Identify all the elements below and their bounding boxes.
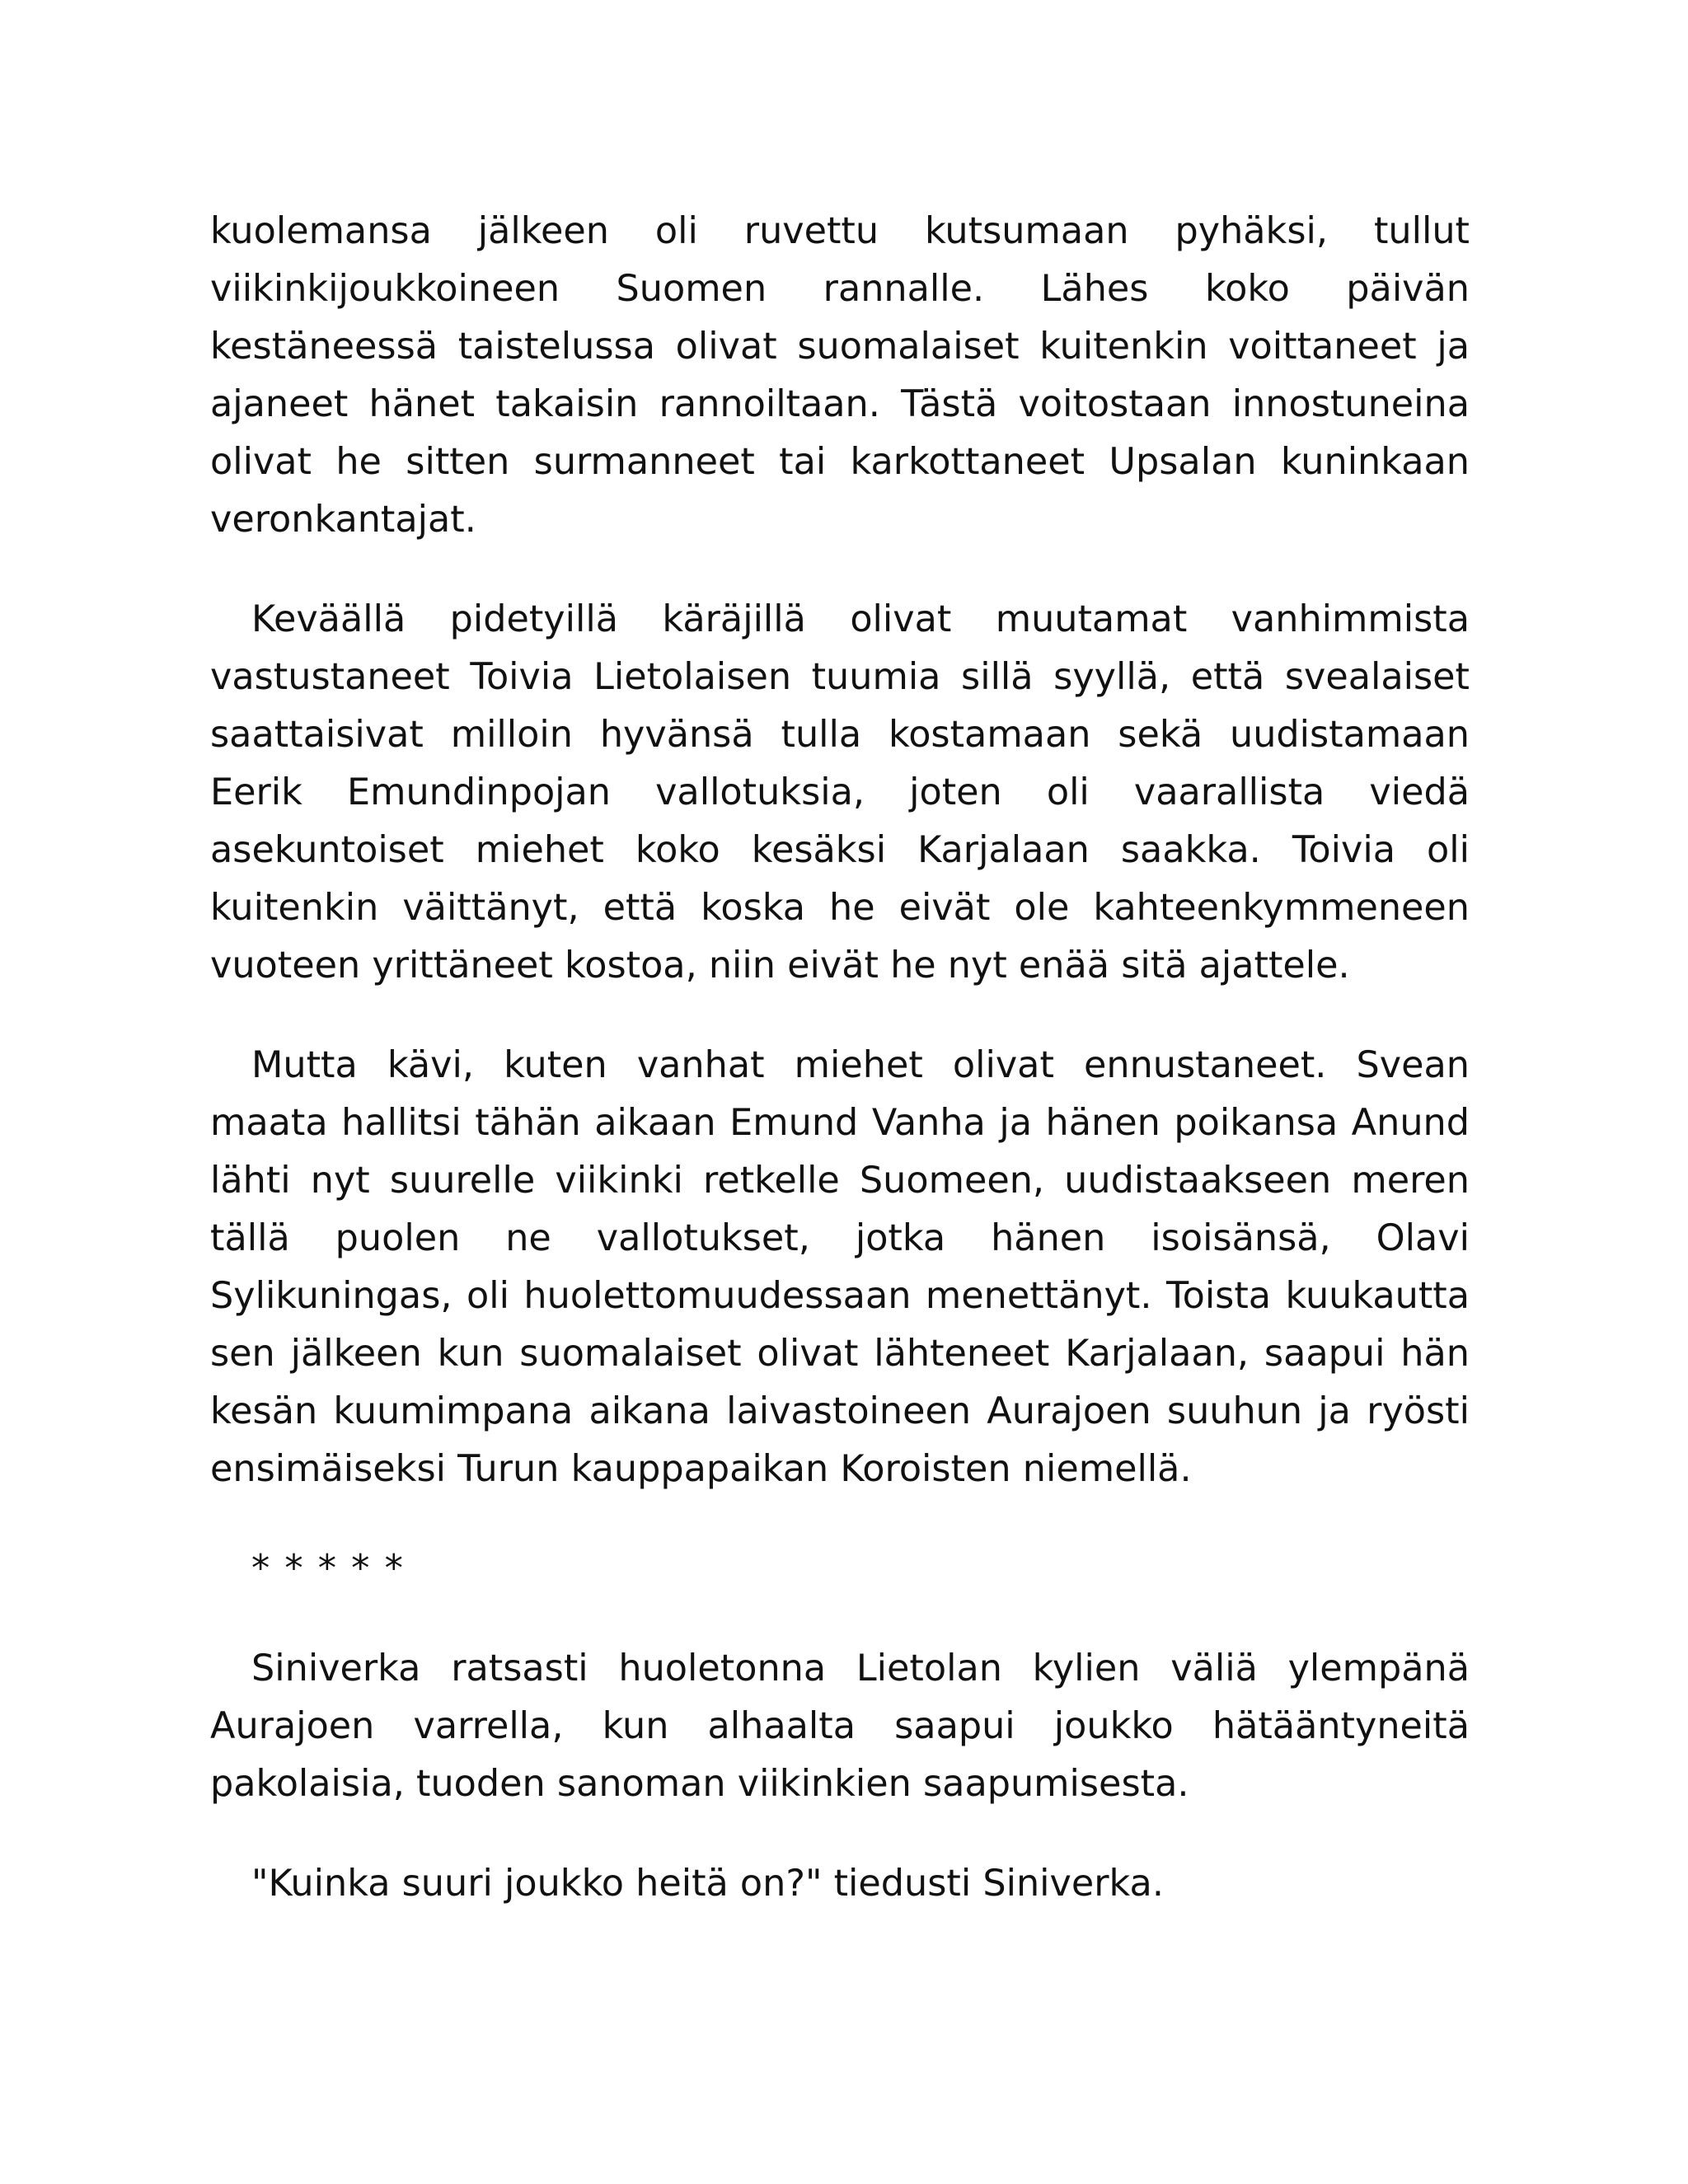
paragraph-siniverka-question: "Kuinka suuri joukko heitä on?" tiedusti Siniverka. bbox=[251, 1863, 1164, 1905]
paragraph-spring-assembly: Keväällä pidetyillä käräjillä olivat muutamat vanhimmista vastustaneet Toivia Lietolaisen tuumia sillä syyllä, että svealaiset saattaisivat milloin hyvänsä tulla kostamaan sekä uudistamaan Eerik Emundinpojan vallotuksia, joten oli vaarallista viedä asekuntoiset miehet koko kesäksi Karjalaan saakka. Toivia oli kuitenkin väittänyt, että koska he eivät ole kahteenkymmeneen vuoteen yrittäneet kostoa, niin eivät he nyt enää sitä ajattele. bbox=[210, 598, 1470, 987]
paragraph-siniverka-ride: Siniverka ratsasti huoletonna Lietolan kylien väliä ylempänä Aurajoen varrella, kun alhaalta saapui joukko hätääntyneitä pakolaisia, tuoden sanoman viikinkien saapumisesta. bbox=[210, 1647, 1470, 1805]
paragraph-continuation: kuolemansa jälkeen oli ruvettu kutsumaan pyhäksi, tullut viikinkijoukkoineen Suomen rannalle. Lähes koko päivän kestäneessä taistelussa olivat suomalaiset kuitenkin voittaneet ja ajaneet hänet takaisin rannoiltaan. Tästä voitostaan innostuneina olivat he sitten surmanneet tai karkottaneet Upsalan kuninkaan veronkantajat. bbox=[210, 210, 1470, 541]
paragraph-viking-raid: Mutta kävi, kuten vanhat miehet olivat ennustaneet. Svean maata hallitsi tähän aikaan Emund Vanha ja hänen poikansa Anund lähti nyt suurelle viikinki retkelle Suomeen, uudistaakseen meren tällä puolen ne vallotukset, jotka hänen isoisänsä, Olavi Sylikuningas, oli huolettomuudessaan menettänyt. Toista kuukautta sen jälkeen kun suomalaiset olivat lähteneet Karjalaan, saapui hän kesän kuumimpana aikana laivastoineen Aurajoen suuhun ja ryösti ensimäiseksi Turun kauppapaikan Koroisten niemellä. bbox=[210, 1044, 1470, 1490]
section-separator: * * * * * bbox=[251, 1548, 405, 1590]
body-text bbox=[210, 203, 1470, 1955]
